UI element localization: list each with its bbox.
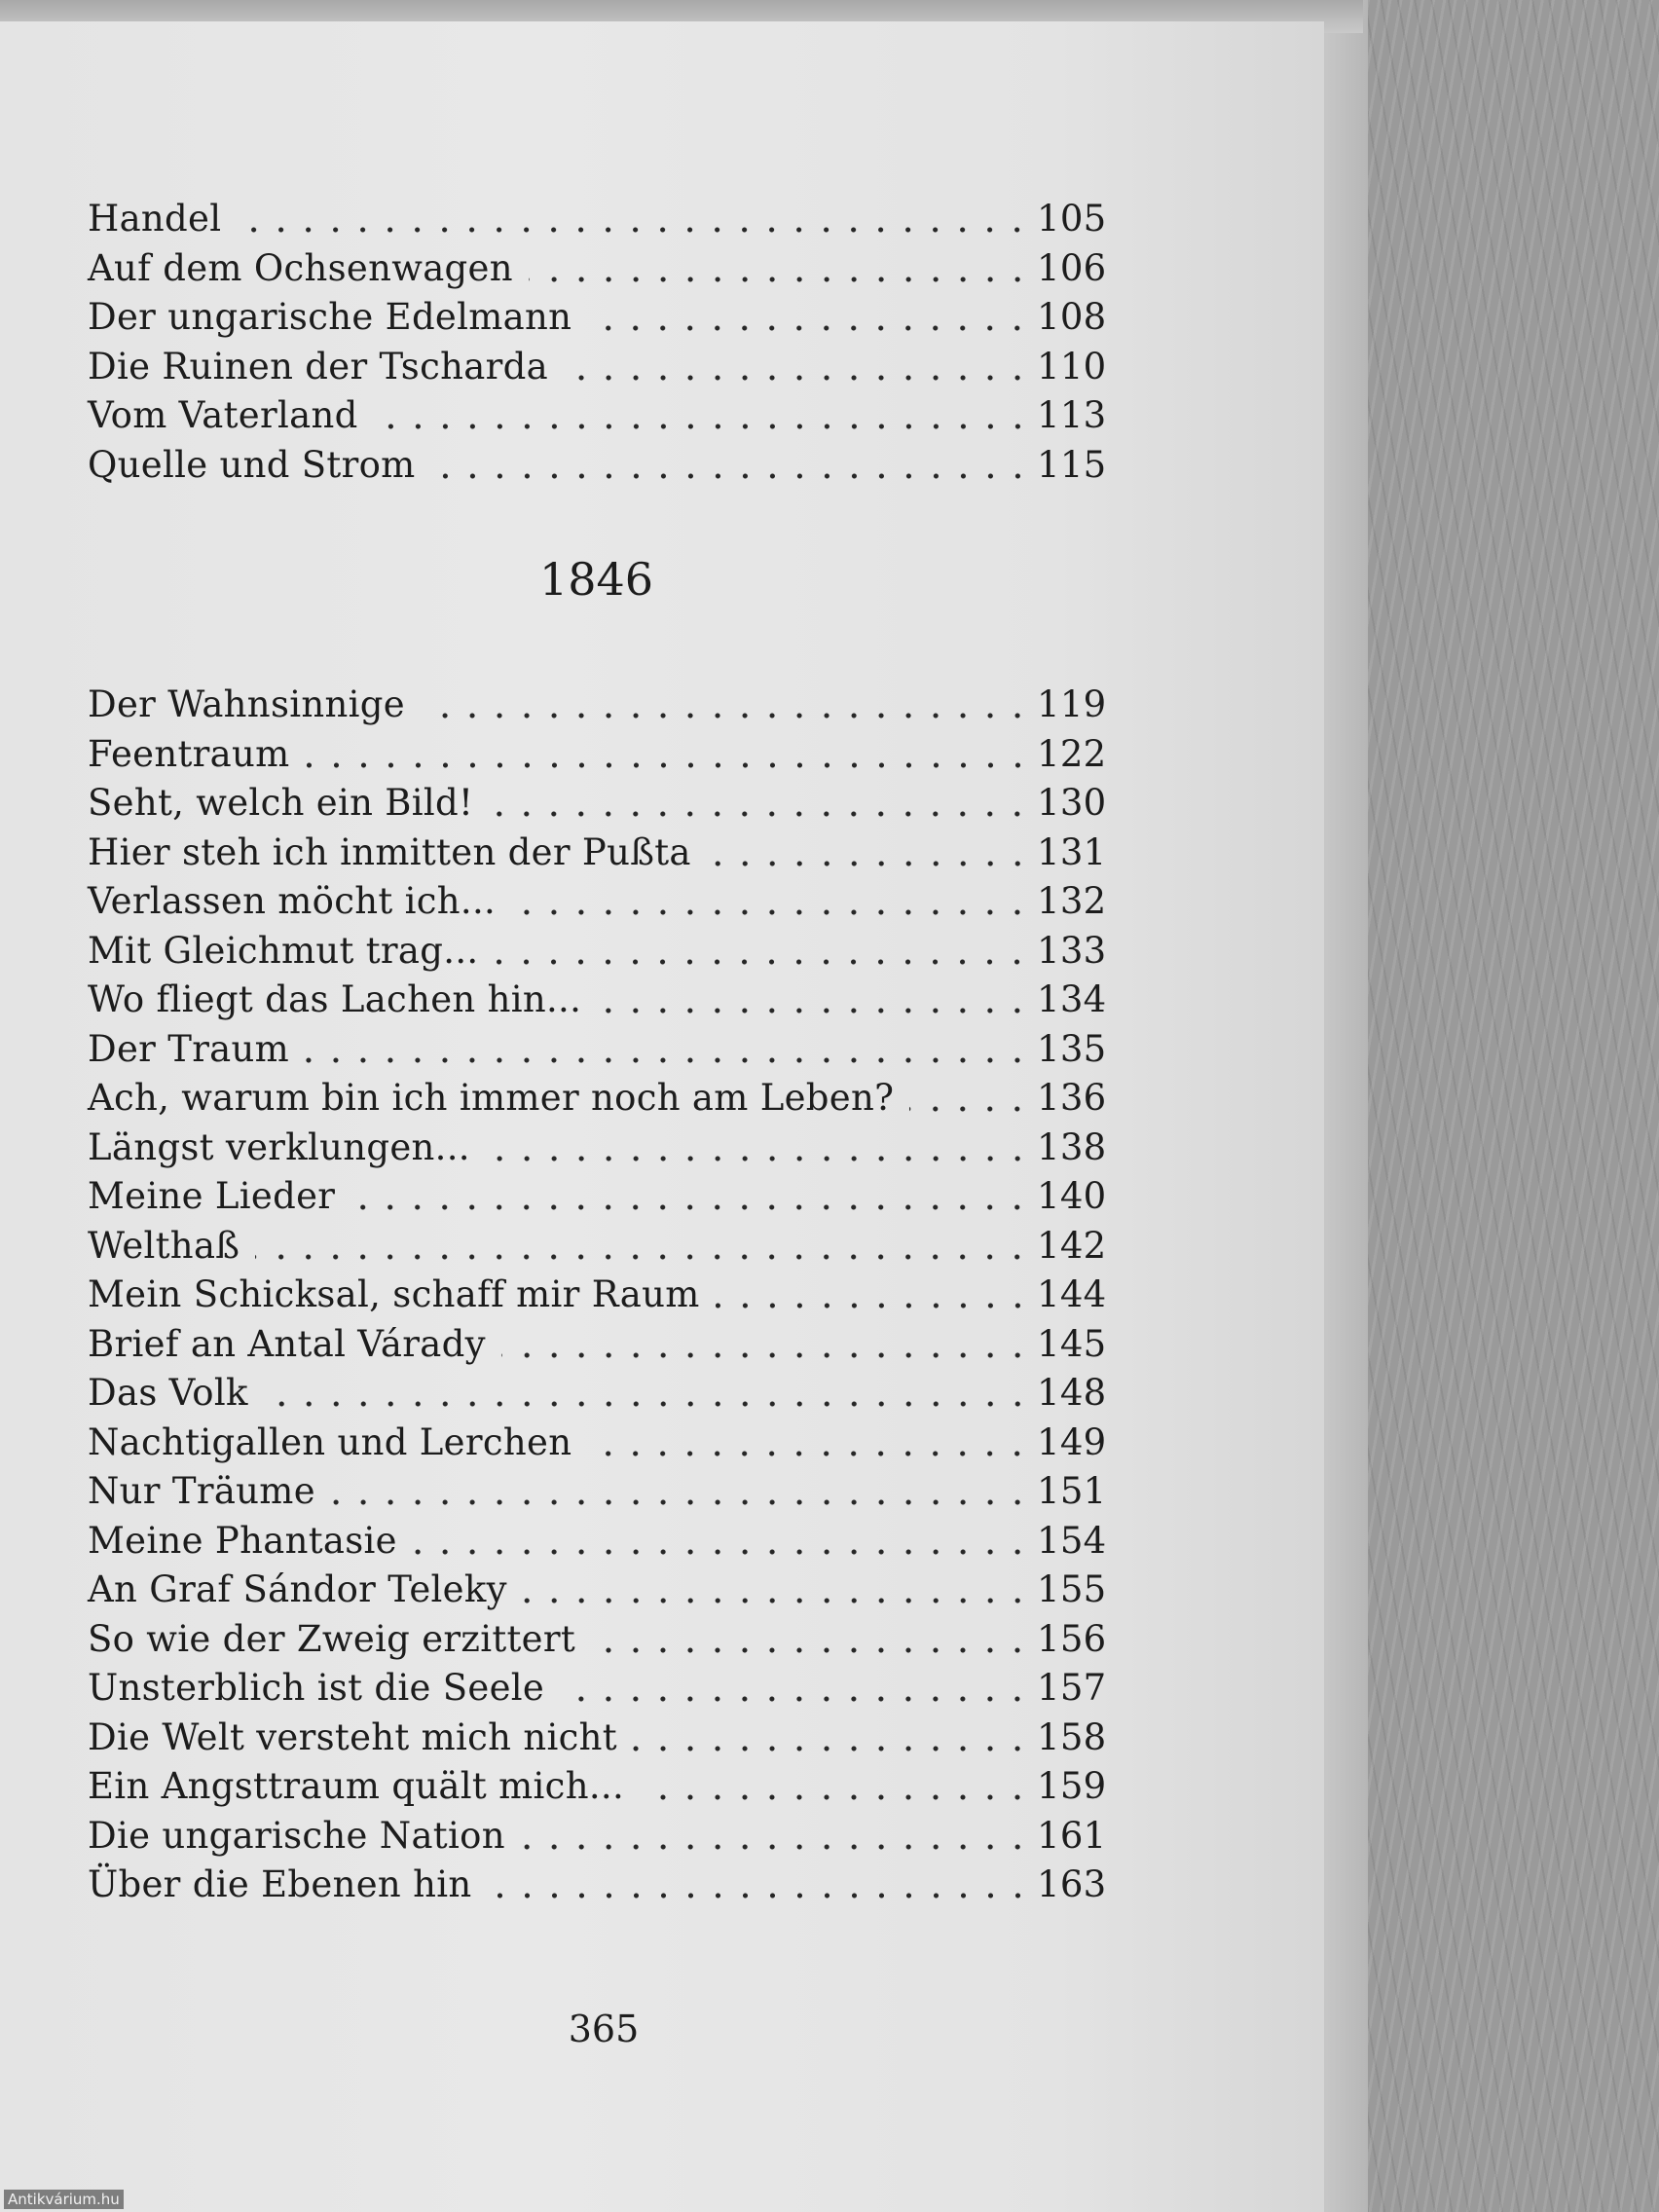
- toc-entry-title: Brief an Antal Várady: [88, 1322, 486, 1365]
- toc-entry-title: Seht, welch ein Bild!: [88, 782, 474, 824]
- dot-leader: [909, 1105, 1031, 1113]
- toc-entry-page: 119: [1037, 683, 1107, 725]
- toc-entry-title: Nachtigallen und Lerchen: [88, 1420, 572, 1463]
- toc-entry-page: 145: [1037, 1322, 1107, 1365]
- toc-entry: [88, 1126, 1105, 1176]
- dot-leader: [264, 1400, 1031, 1408]
- toc-entry-title: Nur Träume: [88, 1470, 315, 1512]
- toc-entry: [88, 1667, 1105, 1716]
- dot-leader: [305, 1056, 1031, 1064]
- toc-section-before: [88, 198, 1105, 493]
- toc-entry-page: 138: [1037, 1125, 1107, 1168]
- toc-entry-title: Ein Angsttraum quält mich...: [88, 1765, 625, 1807]
- toc-entry-title: Hier steh ich inmitten der Pußta: [88, 830, 691, 873]
- toc-entry-page: 130: [1037, 782, 1107, 824]
- toc-entry-page: 113: [1037, 394, 1107, 436]
- toc-entry-page: 144: [1037, 1273, 1107, 1315]
- dot-leader: [306, 761, 1031, 769]
- toc-entry-page: 148: [1037, 1372, 1107, 1414]
- toc-entry-page: 110: [1037, 345, 1107, 387]
- toc-entry: [88, 733, 1105, 783]
- dot-leader: [587, 1450, 1031, 1457]
- toc-entry: [88, 1175, 1105, 1225]
- toc-entry-title: Meine Lieder: [88, 1175, 336, 1217]
- toc-entry: [88, 444, 1105, 494]
- year-heading: 1846: [538, 553, 654, 606]
- toc-entry-title: Mit Gleichmut trag...: [88, 929, 479, 972]
- toc-entry-title: Die Ruinen der Tscharda: [88, 345, 548, 387]
- toc-entry: [88, 1077, 1105, 1126]
- toc-entry-title: Ach, warum bin ich immer noch am Leben?: [88, 1077, 895, 1119]
- dot-leader: [597, 1007, 1031, 1014]
- toc-entry-title: Der ungarische Edelmann: [88, 296, 572, 338]
- dot-leader: [350, 1203, 1031, 1211]
- toc-entry: [88, 880, 1105, 930]
- toc-entry-page: 159: [1037, 1765, 1107, 1807]
- toc-entry-title: So wie der Zweig erzittert: [88, 1617, 576, 1660]
- dot-leader: [529, 276, 1031, 283]
- toc-entry: [88, 1568, 1105, 1618]
- toc-entry: [88, 296, 1105, 346]
- dot-leader: [591, 1646, 1031, 1654]
- dot-leader: [707, 860, 1031, 867]
- toc-entry-title: Der Traum: [88, 1027, 290, 1070]
- toc-entry-title: Längst verklungen...: [88, 1125, 470, 1168]
- dot-leader: [511, 908, 1031, 916]
- toc-entry: [88, 1815, 1105, 1864]
- dot-leader: [564, 374, 1031, 382]
- toc-entry-page: 134: [1037, 978, 1107, 1020]
- background-surface: [1367, 0, 1659, 2212]
- toc-entry: [88, 1863, 1105, 1913]
- toc-entry: [88, 1716, 1105, 1766]
- dot-leader: [331, 1498, 1031, 1506]
- dot-leader: [560, 1695, 1031, 1703]
- toc-entry-page: 154: [1037, 1519, 1107, 1562]
- toc-entry: [88, 1273, 1105, 1323]
- dot-leader: [486, 1155, 1031, 1162]
- dot-leader: [421, 712, 1031, 719]
- toc-entry: [88, 394, 1105, 444]
- toc-entry-title: Wo fliegt das Lachen hin...: [88, 978, 582, 1020]
- toc-entry: [88, 831, 1105, 881]
- toc-entry: [88, 930, 1105, 979]
- toc-entry-page: 140: [1037, 1175, 1107, 1217]
- page-number: 365: [568, 2008, 640, 2050]
- toc-entry: [88, 346, 1105, 395]
- toc-entry-title: Handel: [88, 198, 222, 240]
- toc-entry: [88, 1421, 1105, 1471]
- dot-leader: [523, 1597, 1031, 1604]
- toc-entry-page: 133: [1037, 929, 1107, 972]
- toc-section-1846: [88, 683, 1105, 1913]
- toc-entry: [88, 782, 1105, 831]
- dot-leader: [494, 958, 1031, 966]
- toc-entry-page: 161: [1037, 1814, 1107, 1857]
- toc-entry: [88, 1520, 1105, 1569]
- dot-leader: [431, 472, 1031, 480]
- toc-entry-title: Verlassen möcht ich...: [88, 880, 497, 922]
- toc-entry-title: Über die Ebenen hin: [88, 1863, 472, 1905]
- toc-entry: [88, 1323, 1105, 1373]
- watermark-label: Antikvárium.hu: [4, 2190, 124, 2209]
- toc-entry-title: Auf dem Ochsenwagen: [88, 246, 513, 289]
- toc-entry-title: Meine Phantasie: [88, 1519, 397, 1562]
- toc-entry-title: Welthaß: [88, 1224, 240, 1267]
- dot-leader: [489, 810, 1031, 818]
- dot-leader: [501, 1351, 1031, 1359]
- dot-leader: [633, 1745, 1031, 1752]
- dot-leader: [413, 1548, 1031, 1556]
- toc-entry-title: Das Volk: [88, 1372, 248, 1414]
- toc-entry-page: 156: [1037, 1617, 1107, 1660]
- dot-leader: [521, 1843, 1031, 1851]
- dot-leader: [488, 1892, 1032, 1899]
- toc-entry: [88, 247, 1105, 297]
- toc-entry-page: 151: [1037, 1470, 1107, 1512]
- toc-entry-title: Quelle und Strom: [88, 443, 416, 486]
- toc-entry: [88, 1618, 1105, 1668]
- toc-entry: [88, 198, 1105, 247]
- toc-entry-page: 106: [1037, 246, 1107, 289]
- toc-entry-title: An Graf Sándor Teleky: [88, 1568, 507, 1610]
- toc-entry: [88, 683, 1105, 733]
- dot-leader: [587, 324, 1031, 332]
- toc-entry-page: 157: [1037, 1667, 1107, 1709]
- toc-entry: [88, 1028, 1105, 1078]
- toc-entry-page: 115: [1037, 443, 1107, 486]
- toc-entry-title: Feentraum: [88, 732, 290, 775]
- toc-entry-title: Mein Schicksal, schaff mir Raum: [88, 1273, 700, 1315]
- toc-entry-page: 132: [1037, 880, 1107, 922]
- dot-leader: [255, 1253, 1031, 1261]
- dot-leader: [640, 1793, 1031, 1801]
- toc-entry-title: Die Welt versteht mich nicht: [88, 1715, 617, 1758]
- toc-entry-page: 136: [1037, 1077, 1107, 1119]
- toc-entry-page: 163: [1037, 1863, 1107, 1905]
- dot-leader: [374, 423, 1031, 430]
- toc-entry-title: Vom Vaterland: [88, 394, 358, 436]
- dot-leader: [237, 226, 1031, 234]
- toc-entry-page: 105: [1037, 198, 1107, 240]
- toc-entry-title: Die ungarische Nation: [88, 1814, 505, 1857]
- toc-entry-page: 131: [1037, 830, 1107, 873]
- toc-entry-title: Unsterblich ist die Seele: [88, 1667, 545, 1709]
- toc-entry: [88, 1225, 1105, 1274]
- toc-entry-page: 135: [1037, 1027, 1107, 1070]
- toc-entry-page: 142: [1037, 1224, 1107, 1267]
- toc-entry: [88, 1372, 1105, 1421]
- dot-leader: [716, 1302, 1031, 1309]
- toc-entry-page: 155: [1037, 1568, 1107, 1610]
- toc-entry-page: 122: [1037, 732, 1107, 775]
- toc-entry-page: 108: [1037, 296, 1107, 338]
- toc-entry-page: 158: [1037, 1715, 1107, 1758]
- toc-entry: [88, 1765, 1105, 1815]
- toc-entry: [88, 1470, 1105, 1520]
- toc-entry-title: Der Wahnsinnige: [88, 683, 405, 725]
- toc-entry-page: 149: [1037, 1420, 1107, 1463]
- toc-entry: [88, 978, 1105, 1028]
